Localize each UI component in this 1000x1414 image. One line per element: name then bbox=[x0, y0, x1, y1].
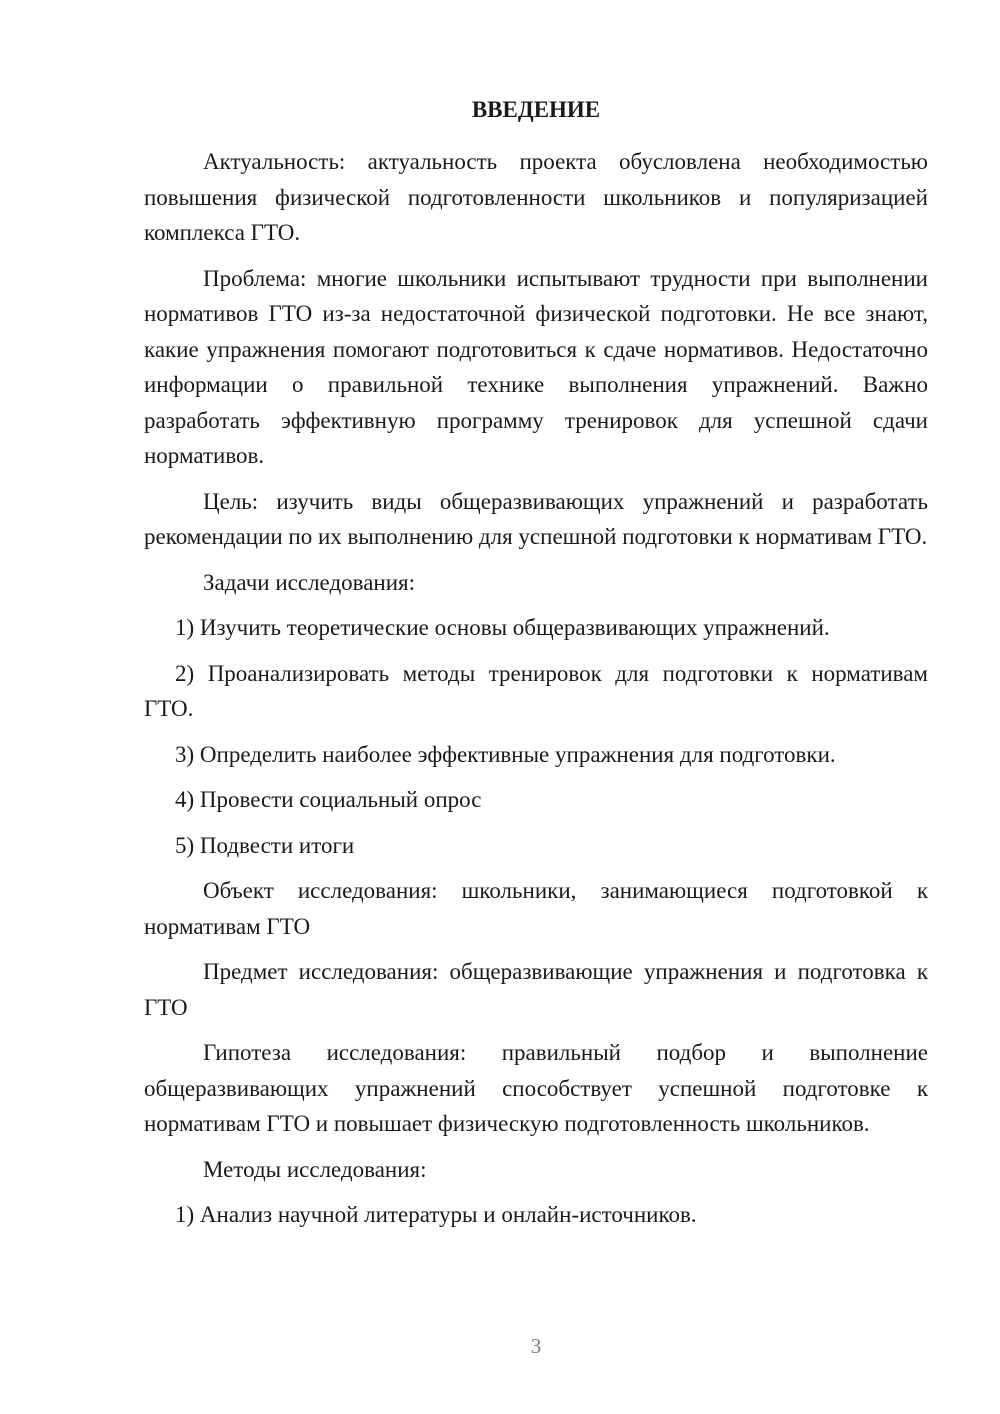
section-title: ВВЕДЕНИЕ bbox=[471, 97, 601, 122]
paragraph-tasks-heading: Задачи исследования: bbox=[203, 569, 416, 595]
task-list-item: 4) Провести социальный опрос bbox=[175, 787, 482, 812]
paragraph-hypothesis: Гипотеза исследования: правильный подбор и выполнение общеразвивающих упражнений способствует успешной подготовке к нормативам ГТО и повышает физическую подготовленность школьников. bbox=[144, 1040, 928, 1136]
task-list-item: 5) Подвести итоги bbox=[175, 832, 355, 858]
page-content bbox=[144, 92, 928, 1243]
paragraph-methods-heading: Методы исследования: bbox=[203, 1156, 427, 1182]
paragraph-problem: Проблема: многие школьники испытывают трудности при выполнении нормативов ГТО из-за недостаточной физической подготовки. Не все знают, какие упражнения помогают подготовиться к сдаче нормативов. Недостаточно информации о правильной технике выполнения упражнений. Важно разработать эффективную программу тренировок для успешной сдачи нормативов. bbox=[144, 265, 928, 468]
method-list-item: 1) Анализ научной литературы и онлайн-источников. bbox=[175, 1202, 697, 1227]
task-list-item: 1) Изучить теоретические основы общеразвивающих упражнений. bbox=[175, 615, 830, 640]
paragraph-object: Объект исследования: школьники, занимающиеся подготовкой к нормативам ГТО bbox=[144, 878, 928, 939]
task-list-item: 3) Определить наиболее эффективные упражнения для подготовки. bbox=[175, 741, 836, 767]
page-number: 3 bbox=[530, 1334, 542, 1358]
paragraph-relevance: Актуальность: актуальность проекта обусловлена необходимостью повышения физической подготовленности школьников и популяризацией комплекса ГТО. bbox=[144, 149, 928, 245]
paragraph-goal: Цель: изучить виды общеразвивающих упражнений и разработать рекомендации по их выполнению для успешной подготовки к нормативам ГТО. bbox=[144, 488, 928, 549]
paragraph-subject: Предмет исследования: общеразвивающие упражнения и подготовка к ГТО bbox=[144, 959, 928, 1020]
task-list-item: 2) Проанализировать методы тренировок для подготовки к нормативам ГТО. bbox=[144, 660, 928, 721]
